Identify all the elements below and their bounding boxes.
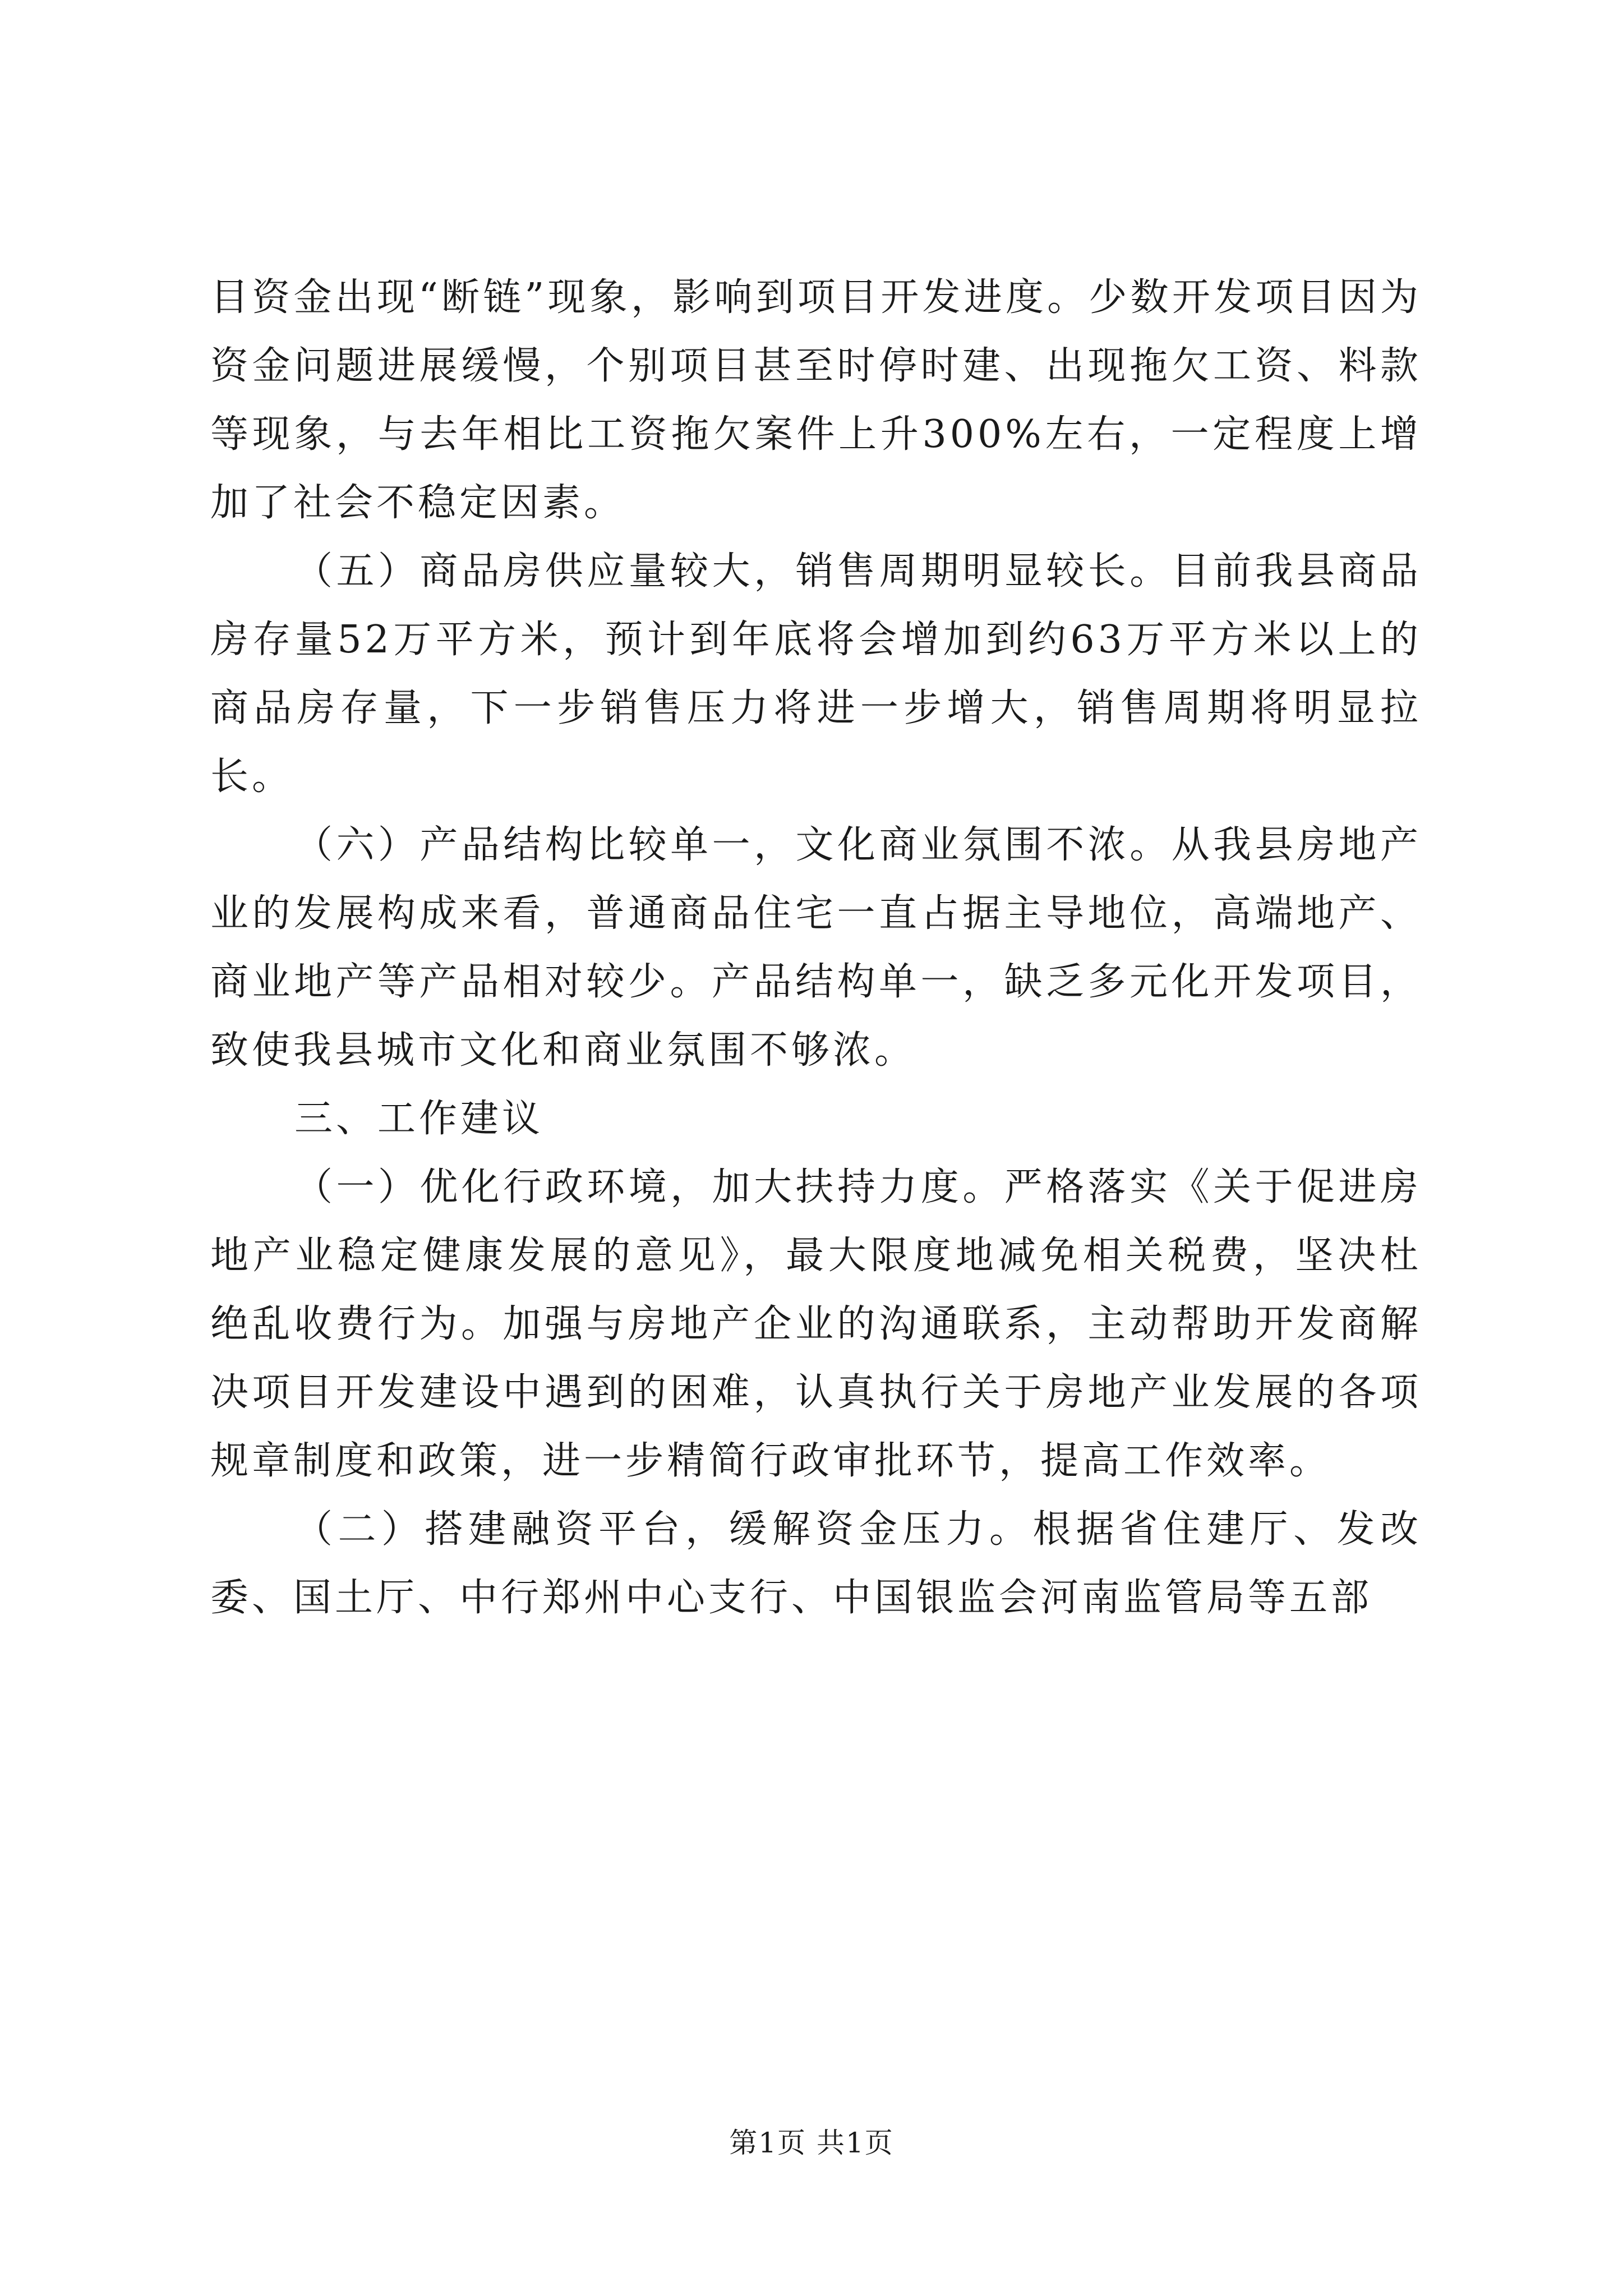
- page-footer: 第1页 共1页: [729, 2127, 894, 2159]
- paragraph-item-5: （五）商品房供应量较大，销售周期明显较长。目前我县商品房存量52万平方米，预计到年底将会增加到约63万平方米以上的商品房存量，下一步销售压力将进一步增大，销售周期将明显拉长。: [210, 549, 1422, 799]
- paragraph-continuation: 目资金出现“断链”现象，影响到项目开发进度。少数开发项目因为资金问题进展缓慢，个别项目甚至时停时建、出现拖欠工资、料款等现象，与去年相比工资拖欠案件上升300%左右，一定程度上增加了社会不稳定因素。: [210, 275, 1422, 525]
- section-heading: 三、工作建议: [294, 1097, 544, 1141]
- document-body: [210, 264, 1422, 1632]
- paragraph-suggestion-1: （一）优化行政环境，加大扶持力度。严格落实《关于促进房地产业稳定健康发展的意见》，最大限度地减免相关税费，坚决杜绝乱收费行为。加强与房地产企业的沟通联系，主动帮助开发商解决项目开发建设中遇到的困难，认真执行关于房地产业发展的各项规章制度和政策，进一步精简行政审批环节，提高工作效率。: [210, 1165, 1422, 1483]
- paragraph-suggestion-2: （二）搭建融资平台，缓解资金压力。根据省住建厅、发改委、国土厅、中行郑州中心支行、中国银监会河南监管局等五部: [210, 1507, 1422, 1620]
- paragraph-item-6: （六）产品结构比较单一，文化商业氛围不浓。从我县房地产业的发展构成来看，普通商品住宅一直占据主导地位，高端地产、商业地产等产品相对较少。产品结构单一，缺乏多元化开发项目，致使我县城市文化和商业氛围不够浓。: [210, 823, 1422, 1073]
